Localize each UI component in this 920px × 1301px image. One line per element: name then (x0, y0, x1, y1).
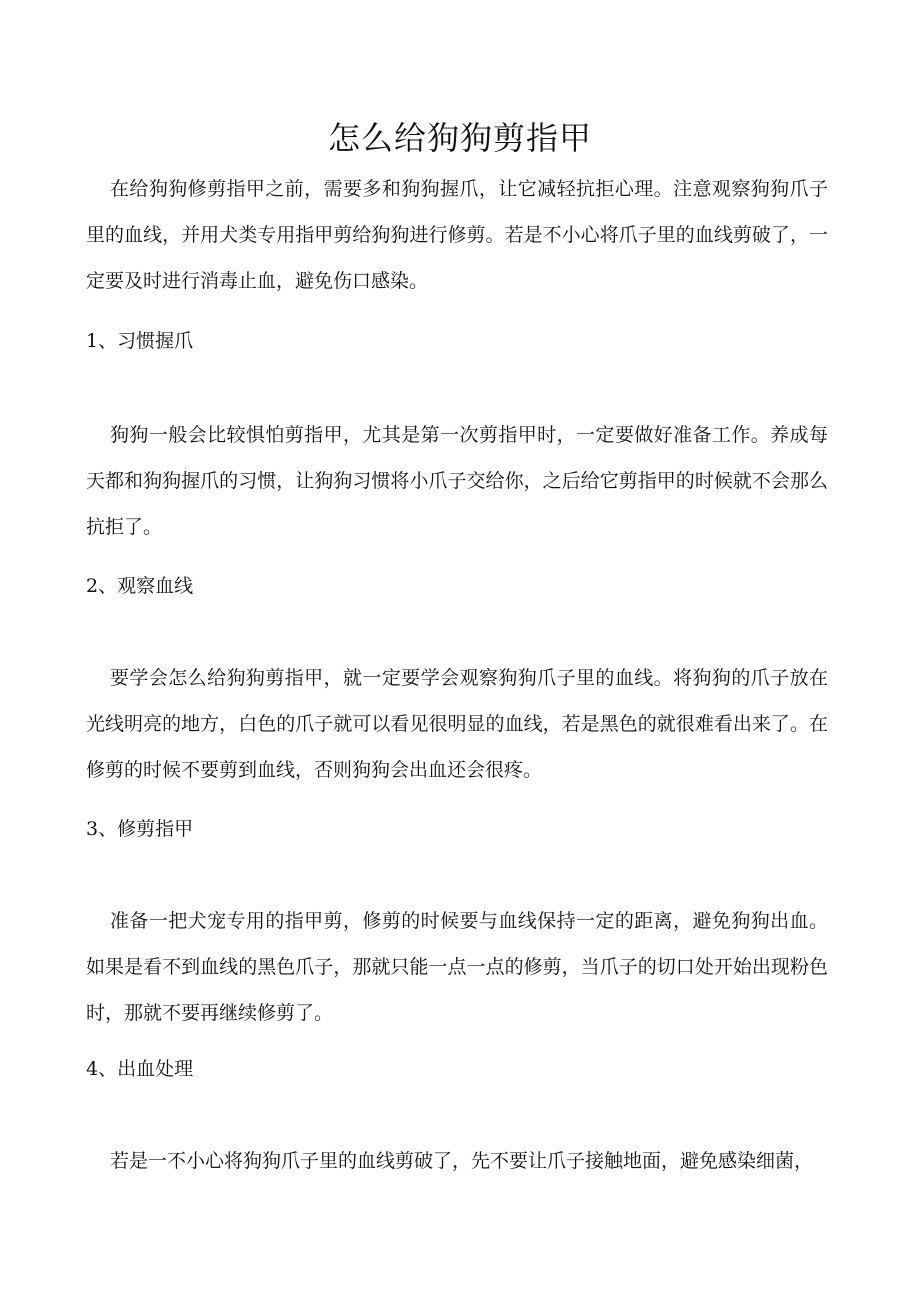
section-body-3: 准备一把犬宠专用的指甲剪，修剪的时候要与血线保持一定的距离，避免狗狗出血。如果是看不到血线的黑色爪子，那就只能一点一点的修剪，当爪子的切口处开始出现粉色时，那就不要再继续修剪了。 (86, 910, 828, 1024)
section-heading-1: 1、习惯握爪 (86, 330, 194, 352)
section-body-1: 狗狗一般会比较惧怕剪指甲，尤其是第一次剪指甲时，一定要做好准备工作。养成每天都和狗狗握爪的习惯，让狗狗习惯将小爪子交给你，之后给它剪指甲的时候就不会那么抗拒了。 (86, 424, 828, 538)
section-heading-4: 4、出血处理 (86, 1058, 194, 1080)
section-body-2: 要学会怎么给狗狗剪指甲，就一定要学会观察狗狗爪子里的血线。将狗狗的爪子放在光线明亮的地方，白色的爪子就可以看见很明显的血线，若是黑色的就很难看出来了。在修剪的时候不要剪到血线，否则狗狗会出血还会很疼。 (86, 667, 828, 781)
section-heading-2: 2、观察血线 (86, 575, 194, 597)
intro-paragraph: 在给狗狗修剪指甲之前，需要多和狗狗握爪，让它减轻抗拒心理。注意观察狗狗爪子里的血线，并用犬类专用指甲剪给狗狗进行修剪。若是不小心将爪子里的血线剪破了，一定要及时进行消毒止血，避免伤口感染。 (86, 178, 828, 292)
section-heading-3: 3、修剪指甲 (86, 818, 194, 840)
document-title: 怎么给狗狗剪指甲 (327, 119, 592, 157)
section-body-4: 若是一不小心将狗狗爪子里的血线剪破了，先不要让爪子接触地面，避免感染细菌， (110, 1150, 814, 1172)
